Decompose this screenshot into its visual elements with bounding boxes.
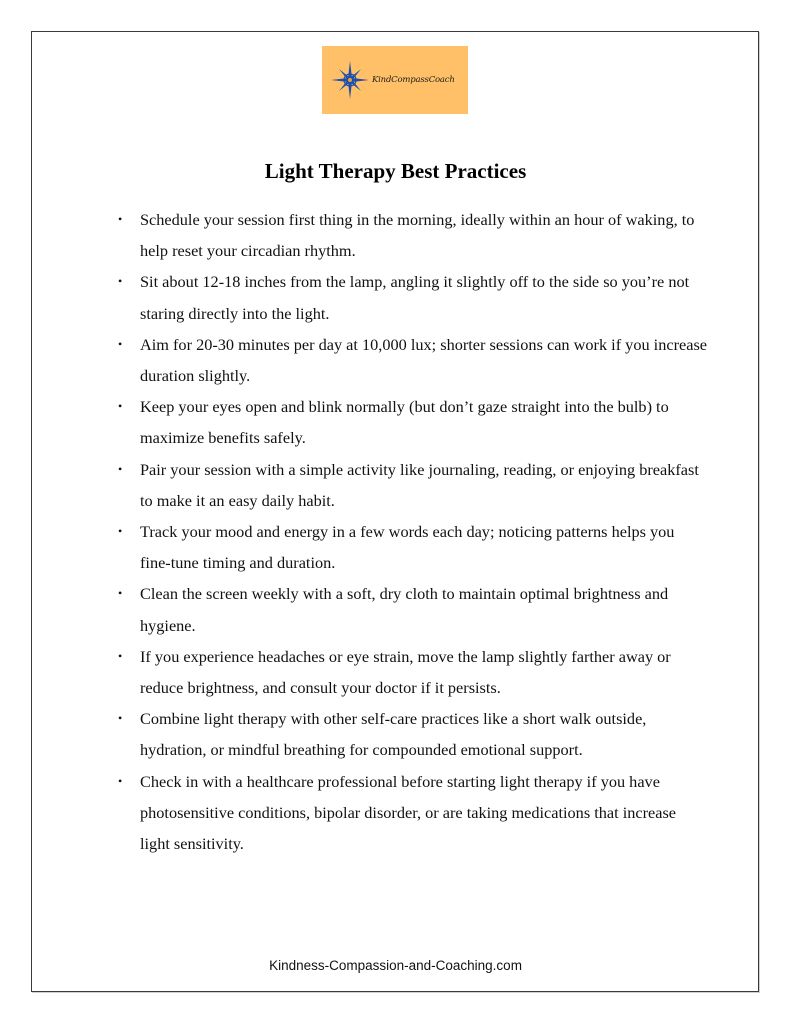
list-item [118, 454, 708, 516]
tip-text: Track your mood and energy in a few words each day; noticing patterns helps you fine-tune timing and duration. [140, 522, 675, 573]
tip-text: Clean the screen weekly with a soft, dry cloth to maintain optimal brightness and hygiene. [140, 584, 669, 635]
list-item [118, 329, 708, 391]
list-item [118, 516, 708, 578]
bullet-icon: • [118, 212, 123, 226]
bullet-icon: • [118, 773, 123, 788]
tip-text: Check in with a healthcare professional before starting light therapy if you have photosensitive conditions, bipolar disorder, or are taking medications that increase light sensitivity. [140, 771, 677, 854]
page-title: Light Therapy Best Practices [264, 159, 527, 183]
list-item [118, 641, 708, 703]
list-item [118, 703, 708, 765]
tip-text: Schedule your session first thing in the morning, ideally within an hour of waking, to help reset your circadian rhythm. [140, 210, 695, 261]
tip-text: Combine light therapy with other self-care practices like a short walk outside, hydration, or mindful breathing for compounded emotional support. [140, 709, 647, 760]
bullet-icon: • [118, 399, 123, 414]
bullet-icon: • [118, 586, 123, 601]
tip-text: Keep your eyes open and blink normally (but don’t gaze straight into the bulb) to maximize benefits safely. [140, 397, 669, 448]
bullet-icon: • [118, 274, 123, 289]
logo-text: KindCompassCoach [372, 75, 455, 85]
list-item [118, 391, 708, 453]
bullet-icon: • [118, 336, 123, 351]
footer-website: Kindness-Compassion-and-Coaching.com [269, 958, 522, 973]
tip-text: If you experience headaches or eye strain, move the lamp slightly farther away or reduce brightness, and consult your doctor if it persists. [140, 646, 671, 698]
list-item [118, 766, 708, 860]
tips-list [118, 204, 708, 859]
list-item [118, 204, 708, 266]
bullet-icon: • [118, 711, 123, 726]
list-item [118, 266, 708, 328]
tip-text: Pair your session with a simple activity like journaling, reading, or enjoying breakfast to make it an easy daily habit. [140, 459, 699, 510]
tip-text: Aim for 20-30 minutes per day at 10,000 lux; shorter sessions can work if you increase duration slightly. [140, 334, 708, 386]
list-item [118, 578, 708, 640]
bullet-icon: • [118, 648, 123, 663]
bullet-icon: • [118, 524, 123, 539]
logo [322, 46, 468, 114]
bullet-icon: • [118, 461, 123, 476]
compass-star-icon [330, 60, 370, 100]
tip-text: Sit about 12-18 inches from the lamp, angling it slightly off to the side so you’re not staring directly into the light. [140, 272, 690, 323]
